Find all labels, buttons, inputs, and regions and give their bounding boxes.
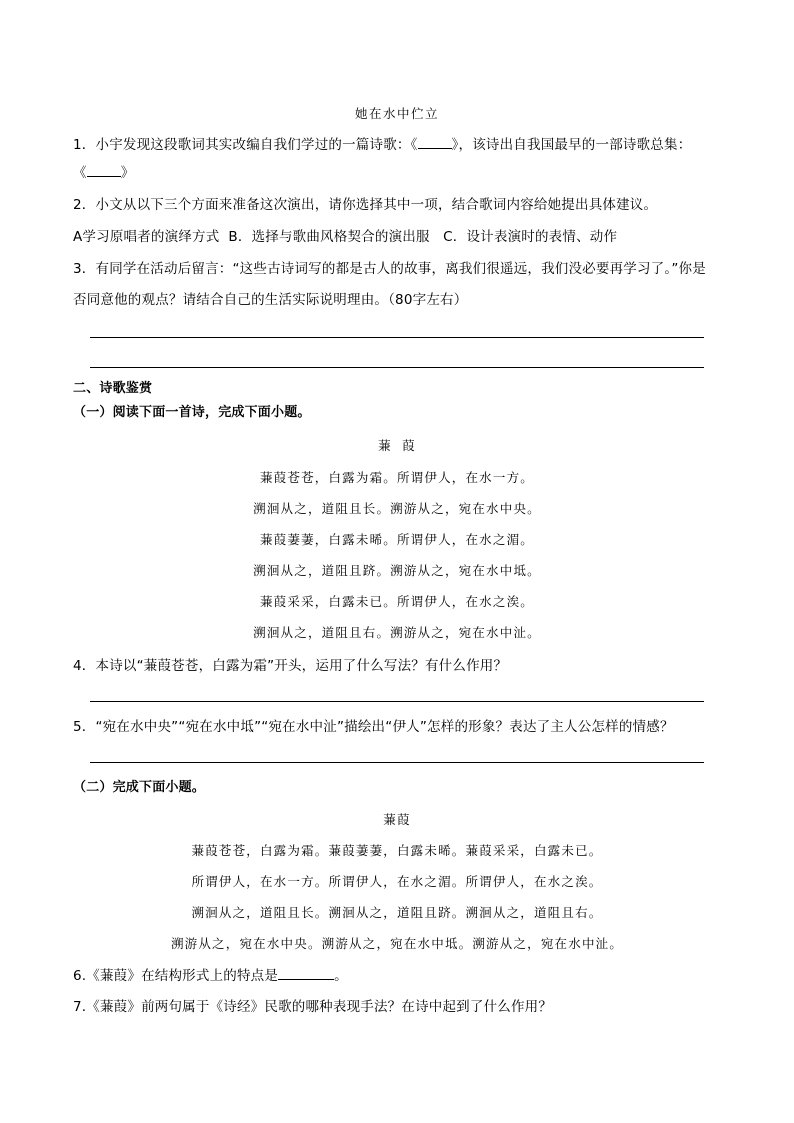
answer-line-q4[interactable] (90, 701, 704, 702)
poem-2-line-2: 所谓伊人，在水一方。所谓伊人，在水之湄。所谓伊人，在水之涘。 (191, 874, 603, 889)
question-2-options: A学习原唱者的演绎方式 B．选择与歌曲风格契合的演出服 C．设计表演时的表情、动作 (73, 229, 618, 245)
poem-2-line-4: 溯游从之，宛在水中央。溯游从之，宛在水中坻。溯游从之，宛在水中沚。 (170, 936, 624, 951)
answer-line-q5[interactable] (90, 762, 704, 763)
question-7: 7.《蒹葭》前两句属于《诗经》民歌的哪种表现手法？在诗中起到了什么作用？ (73, 999, 553, 1015)
part-1-heading: （一）阅读下面一首诗，完成下面小题。 (73, 405, 311, 420)
question-6-prefix: 6.《蒹葭》在结构形式上的特点是 (73, 968, 279, 984)
question-1-blank-1[interactable] (418, 136, 452, 149)
top-title: 她在水中伫立 (354, 106, 439, 121)
question-1-line-2 (73, 163, 134, 183)
question-3-line-2: 否同意他的观点？请结合自己的生活实际说明理由。（80字左右） (73, 292, 468, 308)
question-4: 4．本诗以“蒹葭苍苍，白露为霜”开头，运用了什么写法？有什么作用？ (73, 658, 508, 674)
question-3-line-1: 3．有同学在活动后留言：“这些古诗词写的都是古人的故事，离我们很遥远，我们没必要再学习了。”你是 (73, 261, 706, 277)
poem-2-line-3: 溯洄从之，道阻且长。溯洄从之，道阻且跻。溯洄从之，道阻且右。 (191, 905, 603, 920)
poem-1-line-4: 溯洄从之，道阻且跻。溯游从之，宛在水中坻。 (253, 563, 541, 578)
question-1-open-bracket: 《 (73, 165, 87, 181)
poem-1-line-6: 溯洄从之，道阻且右。溯游从之，宛在水中沚。 (253, 625, 541, 640)
question-6-suffix: 。 (334, 968, 348, 984)
question-1-mid: 》，该诗出自我国最早的一部诗歌总集： (451, 137, 692, 153)
question-1-close-bracket: 》 (120, 165, 135, 181)
question-1-blank-2[interactable] (87, 164, 121, 177)
question-5: 5．“宛在水中央”“宛在水中坻”“宛在水中沚”描绘出“伊人”怎样的形象？表达了主人公怎样的情感？ (73, 719, 674, 735)
poem-1-line-3: 蒹葭萋萋，白露未晞。所谓伊人，在水之湄。 (259, 532, 534, 547)
answer-line-q3-1[interactable] (90, 337, 704, 338)
question-6 (73, 966, 348, 986)
poem-1-line-5: 蒹葭采采，白露未已。所谓伊人，在水之涘。 (259, 594, 534, 609)
poem-2-line-1: 蒹葭苍苍，白露为霜。蒹葭萋萋，白露未晞。蒹葭采采，白露未已。 (191, 843, 603, 858)
question-1 (73, 135, 691, 155)
section-2-heading: 二、诗歌鉴赏 (73, 381, 153, 396)
answer-line-q3-2[interactable] (90, 367, 704, 368)
part-2-heading: （二）完成下面小题。 (73, 780, 206, 795)
poem-1-line-2: 溯洄从之，道阻且长。溯游从之，宛在水中央。 (253, 501, 541, 516)
question-2: 2．小文从以下三个方面来准备这次演出，请你选择其中一项，结合歌词内容给她提出具体建议。 (73, 197, 658, 213)
poem-2-title: 蒹葭 (383, 812, 411, 827)
poem-1-line-1: 蒹葭苍苍，白露为霜。所谓伊人，在水一方。 (259, 470, 534, 485)
question-6-blank[interactable] (278, 967, 334, 980)
poem-1-title: 蒹 葭 (378, 438, 416, 453)
question-1-prefix: 1．小宇发现这段歌词其实改编自我们学过的一篇诗歌：《 (73, 137, 418, 153)
